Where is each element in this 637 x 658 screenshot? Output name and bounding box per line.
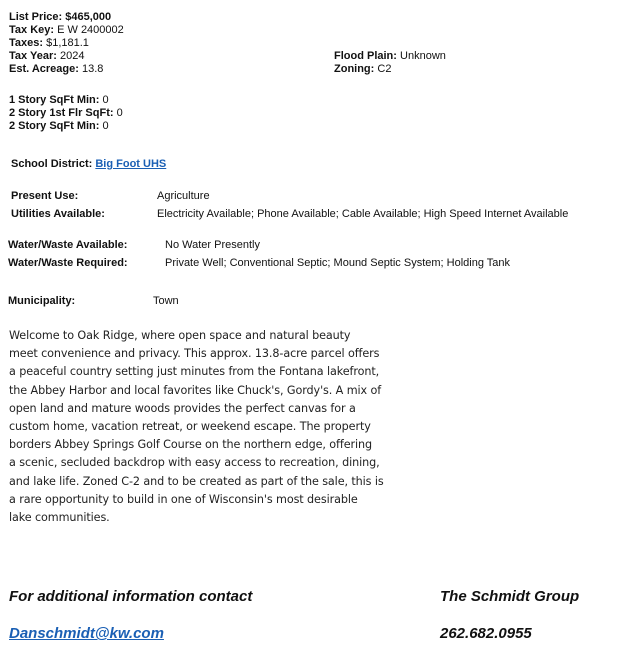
- list-price-value: $465,000: [65, 11, 112, 23]
- flood-plain-label: Flood Plain:: [334, 50, 397, 62]
- present-use-label: Present Use:: [11, 190, 79, 202]
- one-story-label: 1 Story SqFt Min:: [9, 94, 100, 106]
- description-line: meet convenience and privacy. This approx. 13.8-acre parcel offers: [9, 347, 380, 361]
- description-line: Welcome to Oak Ridge, where open space and natural beauty: [9, 329, 351, 342]
- taxes-value: $1,181.1: [46, 37, 89, 49]
- description-line: a peaceful country setting just minutes from the Fontana lakefront,: [9, 365, 380, 379]
- tax-year-label: Tax Year:: [9, 50, 57, 62]
- present-use-value: Agriculture: [157, 190, 210, 202]
- tax-key-row: [9, 24, 124, 37]
- school-district-label: School District:: [11, 158, 93, 170]
- acreage-value: 13.8: [81, 63, 104, 75]
- two-story-min-row: [9, 120, 123, 133]
- school-district-link[interactable]: Big Foot UHS: [95, 158, 167, 170]
- municipality-value: Town: [153, 295, 179, 307]
- two-story-first-row: [9, 107, 123, 120]
- two-story-min-value: 0: [102, 120, 109, 132]
- two-story-first-label: 2 Story 1st Flr SqFt:: [9, 107, 114, 119]
- acreage-label: Est. Acreage:: [9, 63, 79, 75]
- one-story-value: 0: [102, 94, 109, 106]
- description-line: the Abbey Harbor and local favorites like Chuck's, Gordy's. A mix of: [9, 383, 382, 397]
- tax-year-value: 2024: [59, 50, 85, 62]
- municipality-label: Municipality:: [8, 295, 76, 307]
- contact-phone: 262.682.0955: [440, 625, 532, 642]
- zoning-value: C2: [377, 63, 392, 75]
- list-price-label: List Price:: [9, 11, 63, 23]
- description-line: a rare opportunity to build in one of Wisconsin's most desirable: [9, 492, 358, 506]
- tax-key-label: Tax Key:: [9, 24, 55, 36]
- one-story-row: [9, 94, 123, 107]
- property-description: [9, 327, 449, 527]
- sqft-details: [9, 94, 123, 133]
- description-line: custom home, vacation retreat, or weekend escape. The property: [9, 420, 371, 434]
- list-price-row: [9, 11, 124, 24]
- description-line: borders Abbey Springs Golf Course on the northern edge, offering: [9, 438, 372, 452]
- tax-year-row: [9, 50, 124, 63]
- tax-key-value: E W 2400002: [57, 24, 124, 36]
- description-line: a scenic, secluded backdrop with easy access to recreation, dining,: [9, 456, 380, 470]
- utilities-value: Electricity Available; Phone Available; Cable Available; High Speed Internet Available: [157, 208, 569, 220]
- description-line: and lake life. Zoned C-2 and to be created as part of the sale, this is: [9, 474, 384, 488]
- water-available-value: No Water Presently: [165, 239, 260, 251]
- taxes-label: Taxes:: [9, 37, 44, 49]
- utilities-label: Utilities Available:: [11, 208, 105, 220]
- zoning-label: Zoning:: [334, 63, 375, 75]
- listing-details: [9, 11, 124, 76]
- zoning-row: [334, 63, 446, 76]
- two-story-first-value: 0: [116, 107, 123, 119]
- flood-plain-value: Unknown: [400, 50, 446, 62]
- contact-email-link[interactable]: Danschmidt@kw.com: [9, 625, 164, 642]
- two-story-min-label: 2 Story SqFt Min:: [9, 120, 100, 132]
- school-district-row: [11, 158, 166, 171]
- description-line: lake communities.: [9, 511, 110, 525]
- contact-prompt: For additional information contact: [9, 588, 253, 605]
- water-available-label: Water/Waste Available:: [8, 239, 128, 251]
- contact-group: The Schmidt Group: [440, 588, 580, 605]
- water-required-value: Private Well; Conventional Septic; Mound Septic System; Holding Tank: [165, 257, 511, 269]
- taxes-row: [9, 37, 124, 50]
- description-line: open land and mature woods provides the perfect canvas for a: [9, 401, 356, 415]
- acreage-row: [9, 63, 124, 76]
- flood-zoning: [334, 50, 446, 76]
- water-required-label: Water/Waste Required:: [8, 257, 128, 269]
- flood-plain-row: [334, 50, 446, 63]
